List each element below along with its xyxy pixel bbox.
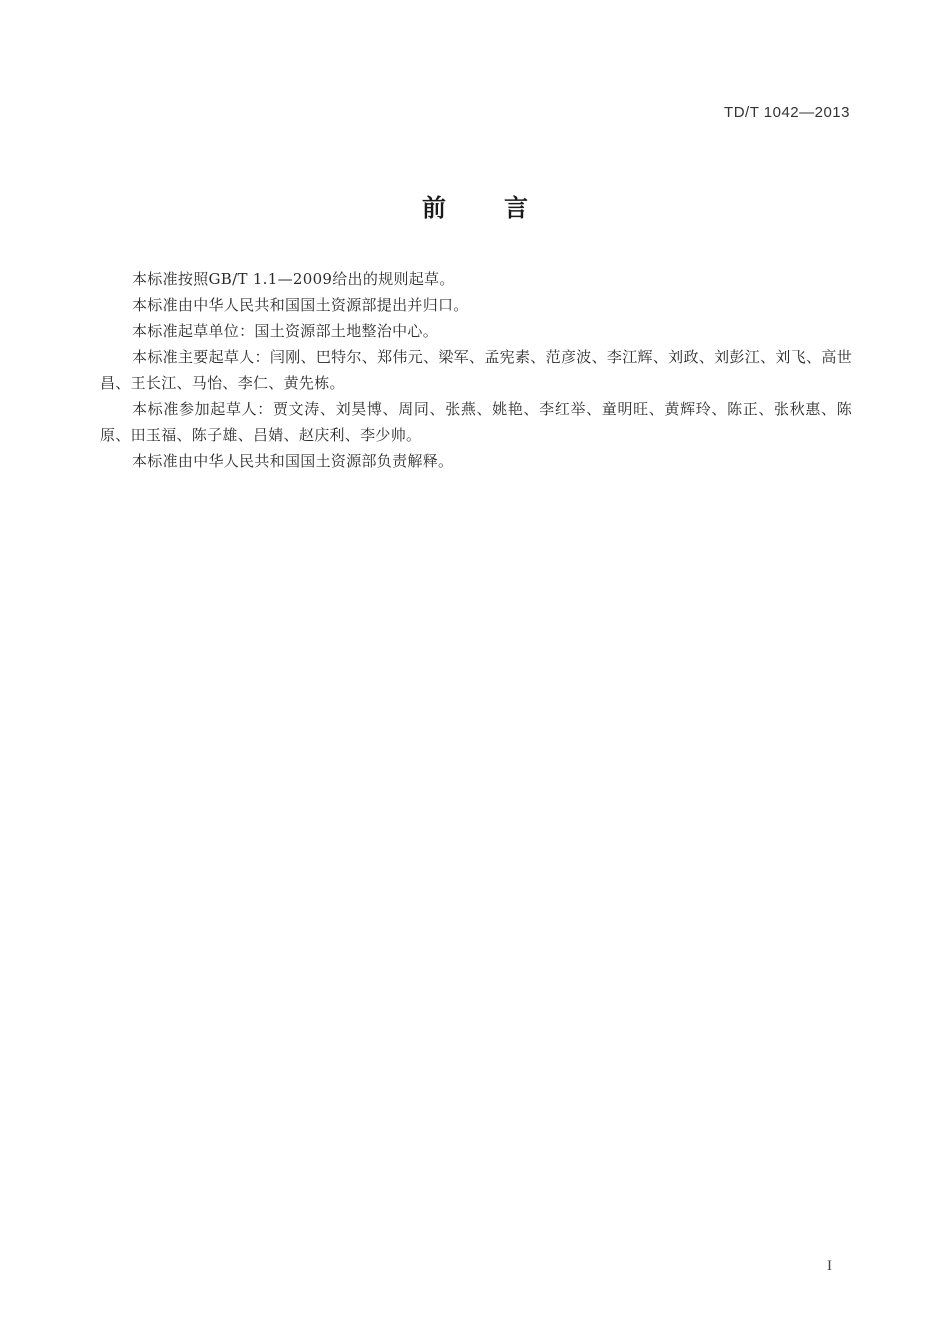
paragraph-proposer: 本标准由中华人民共和国国土资源部提出并归口。 [132,296,469,314]
page-title: 前言 [422,194,586,222]
paragraph-participating-drafters: 本标准参加起草人：贾文涛、刘昊博、周同、张燕、姚艳、李红举、童明旺、黄辉玲、陈正、张秋惠、陈原、田玉福、陈子雄、吕婧、赵庆利、李少帅。 [100,400,852,444]
foreword-body [100,266,852,474]
paragraph-drafting-rules: 本标准按照GB/T 1.1—2009给出的规则起草。 [132,270,455,288]
page-number: I [827,1258,832,1274]
paragraph-drafting-unit: 本标准起草单位：国土资源部土地整治中心。 [132,322,439,340]
paragraph-interpretation: 本标准由中华人民共和国国土资源部负责解释。 [132,452,454,470]
standard-code: TD/T 1042—2013 [724,104,850,121]
paragraph-main-drafters: 本标准主要起草人：闫刚、巴特尔、郑伟元、梁军、孟宪素、范彦波、李江辉、刘政、刘彭江、刘飞、高世昌、王长江、马怡、李仁、黄先栋。 [100,348,852,392]
